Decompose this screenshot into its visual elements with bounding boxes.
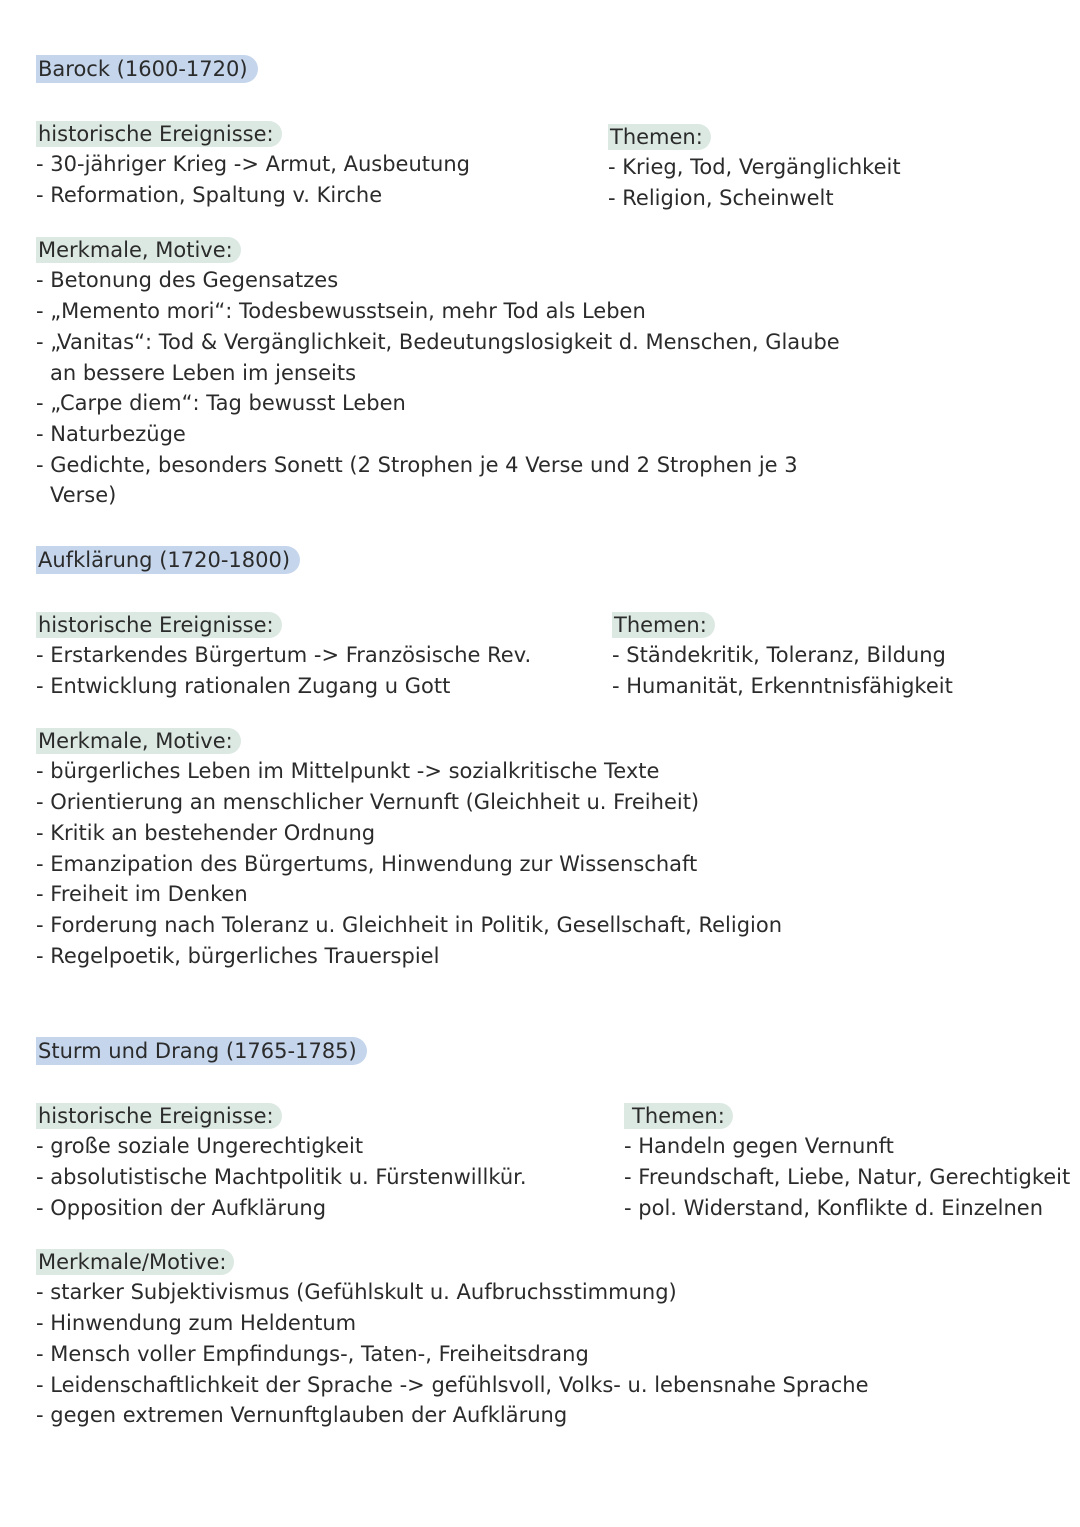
section-title: Sturm und Drang (1765-1785) xyxy=(36,1037,367,1065)
list-item: - bürgerliches Leben im Mittelpunkt -> sozialkritische Texte xyxy=(36,756,1066,787)
list-item: - Ständekritik, Toleranz, Bildung xyxy=(612,640,1072,671)
features xyxy=(36,235,1066,511)
list-item: - „Carpe diem“: Tag bewusst Leben xyxy=(36,388,866,419)
historical-label: historische Ereignisse: xyxy=(36,1103,282,1129)
themes xyxy=(612,610,1072,702)
historical-events xyxy=(36,119,596,211)
list-item: - große soziale Ungerechtigkeit xyxy=(36,1131,596,1162)
features-label: Merkmale/Motive: xyxy=(36,1249,234,1275)
list-item: - Gedichte, besonders Sonett (2 Strophen je 4 Verse und 2 Strophen je 3 Verse) xyxy=(36,450,866,511)
section-title: Aufklärung (1720-1800) xyxy=(36,546,300,574)
list-item: - Forderung nach Toleranz u. Gleichheit in Politik, Gesellschaft, Religion xyxy=(36,910,1066,941)
list-item: - 30-jähriger Krieg -> Armut, Ausbeutung xyxy=(36,149,596,180)
themes xyxy=(608,122,1068,214)
list-item: - Religion, Scheinwelt xyxy=(608,183,1068,214)
features xyxy=(36,1247,1066,1431)
historical-events xyxy=(36,610,596,702)
history-themes-row xyxy=(36,1101,1071,1223)
list-item: - starker Subjektivismus (Gefühlskult u. Aufbruchsstimmung) xyxy=(36,1277,1066,1308)
list-item: - Kritik an bestehender Ordnung xyxy=(36,818,1066,849)
list-item: - Regelpoetik, bürgerliches Trauerspiel xyxy=(36,941,1066,972)
list-item: - Freiheit im Denken xyxy=(36,879,1066,910)
list-item: - Orientierung an menschlicher Vernunft (Gleichheit u. Freiheit) xyxy=(36,787,1066,818)
list-item: - Betonung des Gegensatzes xyxy=(36,265,866,296)
themes-label: Themen: xyxy=(608,124,711,150)
list-item: - „Memento mori“: Todesbewusstsein, mehr Tod als Leben xyxy=(36,296,866,327)
themes-label: Themen: xyxy=(624,1103,733,1129)
features-label: Merkmale, Motive: xyxy=(36,728,241,754)
history-themes-row xyxy=(36,610,1066,702)
list-item: - Opposition der Aufklärung xyxy=(36,1193,596,1224)
themes-label: Themen: xyxy=(612,612,715,638)
history-themes-row xyxy=(36,119,1066,211)
list-item: - Humanität, Erkenntnisfähigkeit xyxy=(612,671,1072,702)
section-aufklaerung xyxy=(36,545,1066,971)
section-barock xyxy=(36,54,1066,511)
list-item: - Erstarkendes Bürgertum -> Französische Rev. xyxy=(36,640,596,671)
historical-label: historische Ereignisse: xyxy=(36,121,282,147)
list-item: - absolutistische Machtpolitik u. Fürstenwillkür. xyxy=(36,1162,596,1193)
themes xyxy=(624,1101,1071,1224)
features-label: Merkmale, Motive: xyxy=(36,237,241,263)
list-item: - Leidenschaftlichkeit der Sprache -> gefühlsvoll, Volks- u. lebensnahe Sprache xyxy=(36,1370,1066,1401)
list-item: - Hinwendung zum Heldentum xyxy=(36,1308,1066,1339)
list-item: - Naturbezüge xyxy=(36,419,866,450)
list-item: - Krieg, Tod, Vergänglichkeit xyxy=(608,152,1068,183)
section-sturm-und-drang xyxy=(36,1036,1071,1431)
list-item: - Mensch voller Empfindungs-, Taten-, Freiheitsdrang xyxy=(36,1339,1066,1370)
list-item: - pol. Widerstand, Konflikte d. Einzelnen xyxy=(624,1193,1064,1224)
historical-events xyxy=(36,1101,596,1224)
list-item: - „Vanitas“: Tod & Vergänglichkeit, Bedeutungslosigkeit d. Menschen, Glaube an bessere Leben im jenseits xyxy=(36,327,866,388)
historical-label: historische Ereignisse: xyxy=(36,612,282,638)
section-title: Barock (1600-1720) xyxy=(36,55,258,83)
list-item: - Reformation, Spaltung v. Kirche xyxy=(36,180,596,211)
features xyxy=(36,726,1066,972)
list-item: - Handeln gegen Vernunft xyxy=(624,1131,1064,1162)
list-item: - Freundschaft, Liebe, Natur, Gerechtigkeit xyxy=(624,1162,1064,1193)
list-item: - Entwicklung rationalen Zugang u Gott xyxy=(36,671,596,702)
list-item: - gegen extremen Vernunftglauben der Aufklärung xyxy=(36,1400,1066,1431)
list-item: - Emanzipation des Bürgertums, Hinwendung zur Wissenschaft xyxy=(36,849,1066,880)
